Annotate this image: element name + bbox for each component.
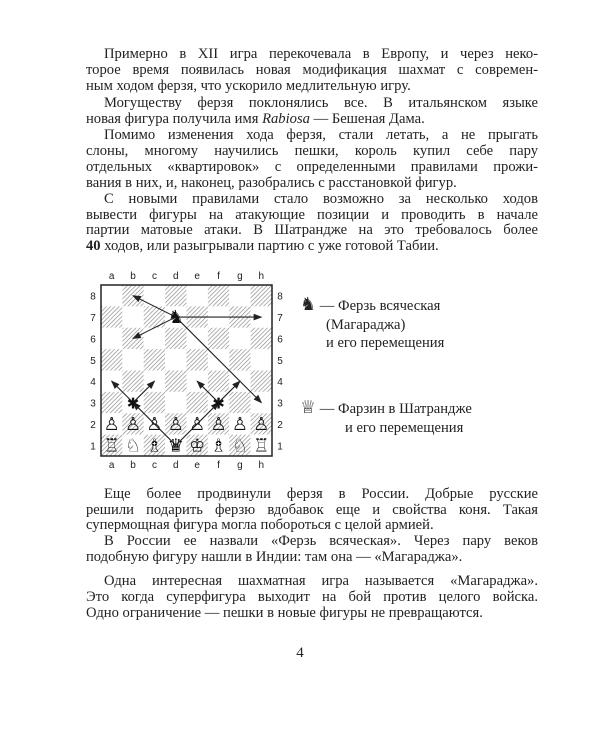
- board-square: [251, 349, 272, 370]
- queen-icon: ♕: [300, 397, 317, 417]
- text-line: решили подарить ферзю вдобавок еще и свойства коня. Такая: [86, 502, 538, 518]
- text-line: Это когда суперфигура выходит на бой против целого войска.: [86, 589, 538, 605]
- file-label: h: [258, 460, 265, 471]
- chess-piece: ♖: [253, 435, 270, 456]
- legend-label: — Ферзь всяческая: [319, 298, 441, 314]
- board-square: [165, 349, 186, 370]
- chess-piece: ♘: [124, 435, 142, 456]
- text-line: Одно ограничение — пешки в новые фигуры не превращаются.: [86, 605, 483, 621]
- board-square: [101, 349, 122, 370]
- board-square: [144, 349, 165, 370]
- rank-label: 5: [277, 355, 283, 367]
- file-label: b: [130, 460, 136, 471]
- board-square: [101, 392, 122, 413]
- board-square: [122, 306, 143, 327]
- text-line: подобную фигуру нашли в Индии: там она — «Магараджа».: [86, 549, 463, 565]
- board-square: [165, 285, 186, 306]
- board-square: [101, 306, 122, 327]
- board-square: [122, 349, 143, 370]
- file-label: d: [173, 271, 179, 282]
- rank-label: 3: [277, 398, 283, 410]
- board-square: [229, 328, 250, 349]
- file-label: f: [217, 271, 220, 282]
- file-label: g: [237, 271, 243, 282]
- file-label: c: [151, 271, 157, 282]
- board-square: [101, 285, 122, 306]
- chess-piece: ♛: [167, 435, 184, 456]
- chess-piece: ♙: [189, 413, 206, 434]
- board-square: [229, 285, 250, 306]
- text: — Бешеная Дама.: [309, 111, 425, 127]
- text: ходов, или разыгрывали партию с уже готовой Табии.: [100, 238, 439, 254]
- text-line: [86, 238, 538, 254]
- rank-label: 4: [90, 377, 96, 389]
- board-square: [229, 392, 250, 413]
- board-square: [251, 371, 272, 392]
- text-line: Еще более продвинули ферзя в России. Добрые русские: [104, 486, 538, 502]
- text-line: слоны, многому научились пешки, король купил себе пару: [86, 143, 538, 159]
- file-label: e: [194, 271, 200, 282]
- bold-number: 40: [86, 238, 101, 254]
- board-square: [144, 392, 165, 413]
- file-label: b: [130, 271, 136, 282]
- chess-piece: ♙: [253, 413, 270, 434]
- file-label: e: [194, 460, 200, 471]
- chess-piece: ♘: [231, 435, 249, 456]
- chess-piece: ♙: [124, 413, 142, 434]
- board-square: [165, 328, 186, 349]
- rank-label: 6: [277, 334, 283, 346]
- text-line: отдельных «квартировок» с определенными правилами прожи-: [86, 159, 538, 175]
- chess-piece: ♙: [167, 413, 184, 434]
- board-square: [251, 285, 272, 306]
- rank-label: 6: [90, 334, 96, 346]
- text-line: С новыми правилами стало возможно за несколько ходов: [104, 191, 538, 207]
- text-line: вывести фигуры на атакующие позиции и проводить в начале: [86, 207, 538, 223]
- chess-piece: ♙: [210, 413, 227, 434]
- file-label: d: [173, 460, 179, 471]
- rank-label: 5: [90, 355, 96, 367]
- chess-piece: ♙: [231, 413, 249, 434]
- rank-label: 2: [277, 419, 283, 431]
- text-line: супермощная фигура могла побороться с целой армией.: [86, 517, 434, 533]
- rank-label: 1: [277, 441, 283, 453]
- board-square: [187, 392, 208, 413]
- chess-piece: ♖: [103, 435, 120, 456]
- rank-label: 7: [90, 313, 96, 325]
- text-line: Одна интересная шахматная игра называется «Магараджа».: [104, 573, 538, 589]
- text-line: партии матовые атаки. В Шатрандже на это требовалось более: [86, 222, 538, 238]
- text-line: Могуществу ферзя поклонялись все. В итальянском языке: [104, 95, 538, 111]
- text: новая фигура получила имя: [86, 111, 263, 127]
- file-label: a: [108, 460, 115, 471]
- rank-label: 1: [90, 441, 96, 453]
- text-line: В России ее назвали «Ферзь всяческая». Через пару веков: [104, 533, 538, 549]
- board-square: [187, 349, 208, 370]
- file-label: a: [108, 271, 115, 282]
- board-square: [208, 285, 229, 306]
- text-line: торое время появилась новая модификация шахмат с современ-: [86, 62, 538, 78]
- rank-label: 7: [277, 313, 283, 325]
- chess-piece: ♗: [146, 435, 163, 456]
- chess-piece: ✱: [212, 395, 225, 413]
- rank-label: 8: [277, 291, 283, 303]
- board-square: [165, 392, 186, 413]
- chess-piece: ♞: [167, 307, 184, 328]
- italic-term: Rabiosa: [262, 111, 310, 127]
- board-square: [187, 285, 208, 306]
- legend-label: (Магараджа): [326, 317, 406, 333]
- file-label: f: [217, 460, 220, 471]
- board-square: [101, 328, 122, 349]
- file-label: g: [237, 460, 243, 471]
- file-label: h: [258, 271, 265, 282]
- legend-label: и его перемещения: [326, 335, 445, 351]
- file-label: c: [151, 460, 157, 471]
- legend-maharaja: [300, 296, 440, 314]
- text-line: ным ходом ферзя, что ускорило медлительную игру.: [86, 78, 411, 94]
- text-line: [86, 111, 538, 127]
- chess-piece: ♔: [189, 435, 206, 456]
- board-square: [251, 328, 272, 349]
- legend-label: — Фарзин в Шатрандже: [319, 401, 472, 417]
- chess-diagram: [85, 268, 285, 473]
- rank-label: 3: [90, 398, 96, 410]
- text-line: Помимо изменения хода ферзя, стали летать, а не прыгать: [104, 127, 538, 143]
- text-line: Примерно в XII игра перекочевала в Европу, и через неко-: [104, 46, 538, 62]
- chess-piece: ♗: [210, 435, 227, 456]
- board-square: [165, 371, 186, 392]
- chess-piece: ♙: [146, 413, 163, 434]
- board-square: [229, 349, 250, 370]
- rank-label: 8: [90, 291, 96, 303]
- rank-label: 4: [277, 377, 283, 389]
- rank-label: 2: [90, 419, 96, 431]
- board-square: [208, 371, 229, 392]
- legend-farzin: [300, 399, 472, 417]
- board-square: [208, 328, 229, 349]
- chess-piece: ♙: [103, 413, 120, 434]
- page-number: 4: [296, 645, 304, 661]
- knight-icon: ♞: [300, 294, 317, 314]
- board-square: [122, 371, 143, 392]
- legend-label: и его перемещения: [345, 420, 464, 436]
- text-line: вания в них, и, наконец, разобрались с расстановкой фигур.: [86, 175, 457, 191]
- chess-piece: ✱: [126, 395, 140, 413]
